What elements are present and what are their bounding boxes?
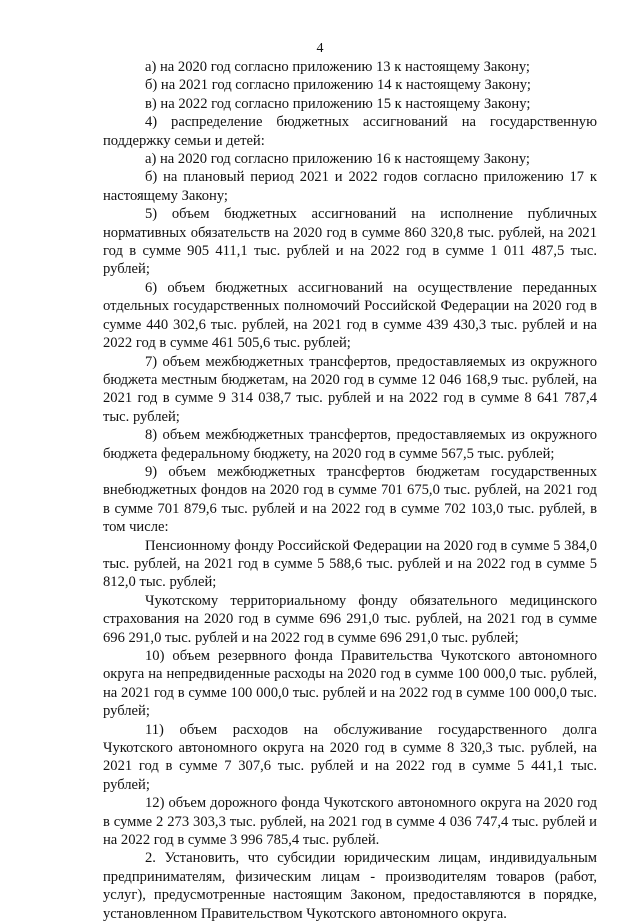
list-item: в) на 2022 год согласно приложению 15 к настоящему Закону; [145,95,531,112]
list-item: 8) объем межбюджетных трансфертов, предоставляемых из окружного бюджета федеральному бюджету, на 2020 год в сумме 567,5 тыс. рублей; [103,427,597,462]
list-item: б) на 2021 год согласно приложению 14 к настоящему Закону; [145,77,531,94]
list-item: 4) распределение бюджетных ассигнований на государственную поддержку семьи и детей: [103,114,597,149]
list-item: Чукотскому территориальному фонду обязательного медицинского страхования на 2020 год в сумме 696 291,0 тыс. рублей, на 2021 год в сумме 696 291,0 тыс. рублей и на 2022 год в сумме 696 291,0 тыс. рублей; [103,592,597,646]
list-item: а) на 2020 год согласно приложению 16 к настоящему Закону; [145,151,530,168]
page-number: 4 [316,41,324,56]
list-item: Пенсионному фонду Российской Федерации на 2020 год в сумме 5 384,0 тыс. рублей, на 2021 год в сумме 5 588,6 тыс. рублей и на 2022 год в сумме 5 812,0 тыс. рублей; [103,537,597,591]
document-body [103,58,597,923]
list-item: 7) объем межбюджетных трансфертов, предоставляемых из окружного бюджета местным бюджетам, на 2020 год в сумме 12 046 168,9 тыс. рублей, на 2021 год в сумме 9 314 038,7 тыс. рублей и на 2022 год в сумме 8 641 787,4 тыс. рублей; [103,353,597,425]
list-item: 5) объем бюджетных ассигнований на исполнение публичных нормативных обязательств на 2020 год в сумме 860 320,8 тыс. рублей, на 2021 год в сумме 905 411,1 тыс. рублей и на 2022 год в сумме 1 011 487,5 тыс. рублей; [103,206,597,278]
list-item: 12) объем дорожного фонда Чукотского автономного округа на 2020 год в сумме 2 273 303,3 тыс. рублей, на 2021 год в сумме 4 036 747,4 тыс. рублей и на 2022 год в сумме 3 996 785,4 тыс. рублей. [103,795,597,849]
list-item: а) на 2020 год согласно приложению 13 к настоящему Закону; [145,59,530,75]
list-item: б) на плановый период 2021 и 2022 годов согласно приложению 17 к настоящему Закону; [103,169,597,204]
list-item: 9) объем межбюджетных трансфертов бюджетам государственных внебюджетных фондов на 2020 год в сумме 701 675,0 тыс. рублей, на 2021 год в сумме 701 879,6 тыс. рублей и на 2022 год в сумме 702 103,0 тыс. рублей, в том числе: [103,463,597,536]
list-item: 6) объем бюджетных ассигнований на осуществление переданных отдельных государственных полномочий Российской Федерации на 2020 год в сумме 440 302,6 тыс. рублей, на 2021 год в сумме 439 430,3 тыс. рублей и на 2022 год в сумме 461 505,6 тыс. рублей; [103,279,597,352]
list-item: 2. Установить, что субсидии юридическим лицам, индивидуальным предпринимателям, физическим лицам - производителям товаров (работ, услуг), предусмотренные настоящим Законом, предоставляются в порядке, установленном Правительством Чукотского автономного округа. [103,850,597,922]
list-item: 11) объем расходов на обслуживание государственного долга Чукотского автономного округа на 2020 год в сумме 8 320,3 тыс. рублей, на 2021 год в сумме 7 307,6 тыс. рублей и на 2022 год в сумме 5 441,1 тыс. рублей; [103,721,597,793]
list-item: 10) объем резервного фонда Правительства Чукотского автономного округа на непредвиденные расходы на 2020 год в сумме 100 000,0 тыс. рублей, на 2021 год в сумме 100 000,0 тыс. рублей и на 2022 год в сумме 100 000,0 тыс. рублей; [103,648,597,720]
